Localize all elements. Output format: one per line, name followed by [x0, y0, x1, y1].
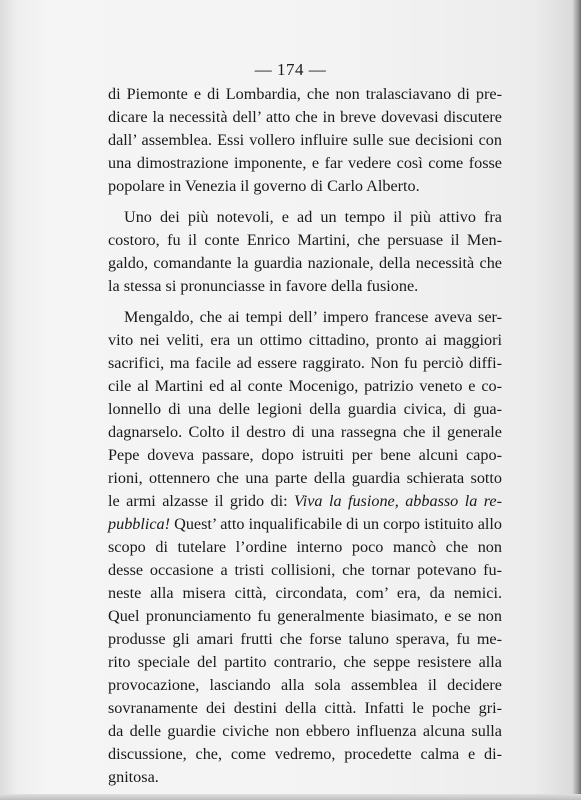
body-text — [108, 83, 502, 789]
text-line: di Piemonte e di Lombardia, che non tralasciavano di pre- — [108, 85, 502, 103]
text-line: galdo, comandante la guardia nazionale, della necessità che — [108, 254, 502, 272]
text-line: neste alla misera città, circondata, com’ era, da nemici. — [108, 584, 502, 602]
text-run: Quest’ atto inqualificabile di un corpo istituito allo — [170, 515, 502, 533]
text-line: provocazione, lasciando alla sola assemblea il decidere — [108, 676, 502, 694]
text-line: sacrifici, ma facile ad essere raggirato. Non fu perciò diffi- — [108, 354, 502, 372]
text-line: gnitosa. — [108, 768, 159, 786]
page-edge-shadow — [573, 0, 581, 800]
text-line: Quel pronunciamento fu generalmente biasimato, e se non — [108, 607, 502, 625]
text-line: desse occasione a tristi collisioni, che tornar potevano fu- — [108, 561, 502, 579]
text-line: lonnello di una delle legioni della guardia civica, di gua- — [108, 400, 502, 418]
text-line: sovranamente dei destini della città. Infatti le poche gri- — [108, 699, 502, 717]
text-line — [108, 513, 502, 536]
text-line: da delle guardie civiche non ebbero influenza alcuna sulla — [108, 722, 502, 740]
text-line: costoro, fu il conte Enrico Martini, che persuase il Men- — [108, 231, 502, 249]
text-line: la stessa si pronunciasse in favore della fusione. — [108, 277, 419, 295]
paragraph — [108, 306, 502, 789]
text-line: cile al Martini ed al conte Mocenigo, patrizio veneto e co- — [108, 377, 502, 395]
text-line: produsse gli amari frutti che forse taluno sperava, fu me- — [108, 630, 502, 648]
text-line: una dimostrazione imponente, e far vedere così come fosse — [108, 154, 502, 172]
text-line: Pepe doveva passare, dopo istruiti per bene alcuni capo- — [108, 446, 502, 464]
text-line: scopo di tutelare l’ordine interno poco mancò che non — [108, 538, 502, 556]
text-line: Mengaldo, che ai tempi dell’ impero francese aveva ser- — [124, 308, 502, 326]
text-line: rioni, ottennero che una parte della guardia schierata sotto — [108, 469, 502, 487]
text-line: dicare la necessità dell’ atto che in breve dovevasi discutere — [108, 108, 502, 126]
page-bottom-edge — [0, 794, 581, 800]
paragraph — [108, 83, 502, 198]
text-line: vito nei veliti, era un ottimo cittadino, pronto ai maggiori — [108, 331, 502, 349]
page-number: — 174 — — [254, 60, 327, 79]
text-run: le armi alzasse il grido di: — [108, 492, 295, 510]
text-line: dall’ assemblea. Essi vollero influire sulle sue decisioni con — [108, 131, 502, 149]
italic-run: pubblica! — [108, 515, 171, 533]
paragraph — [108, 206, 502, 298]
text-line: Uno dei più notevoli, e ad un tempo il più attivo fra — [124, 208, 502, 226]
text-line: dagnarselo. Colto il destro di una rassegna che il generale — [108, 423, 502, 441]
text-line: popolare in Venezia il governo di Carlo Alberto. — [108, 177, 420, 195]
text-line: rito speciale del partito contrario, che seppe resistere alla — [108, 653, 502, 671]
text-line: discussione, che, come vedremo, procedette calma e di- — [108, 745, 502, 763]
italic-run: Viva la fusione, abbasso la re- — [294, 492, 503, 510]
text-line — [108, 490, 502, 513]
